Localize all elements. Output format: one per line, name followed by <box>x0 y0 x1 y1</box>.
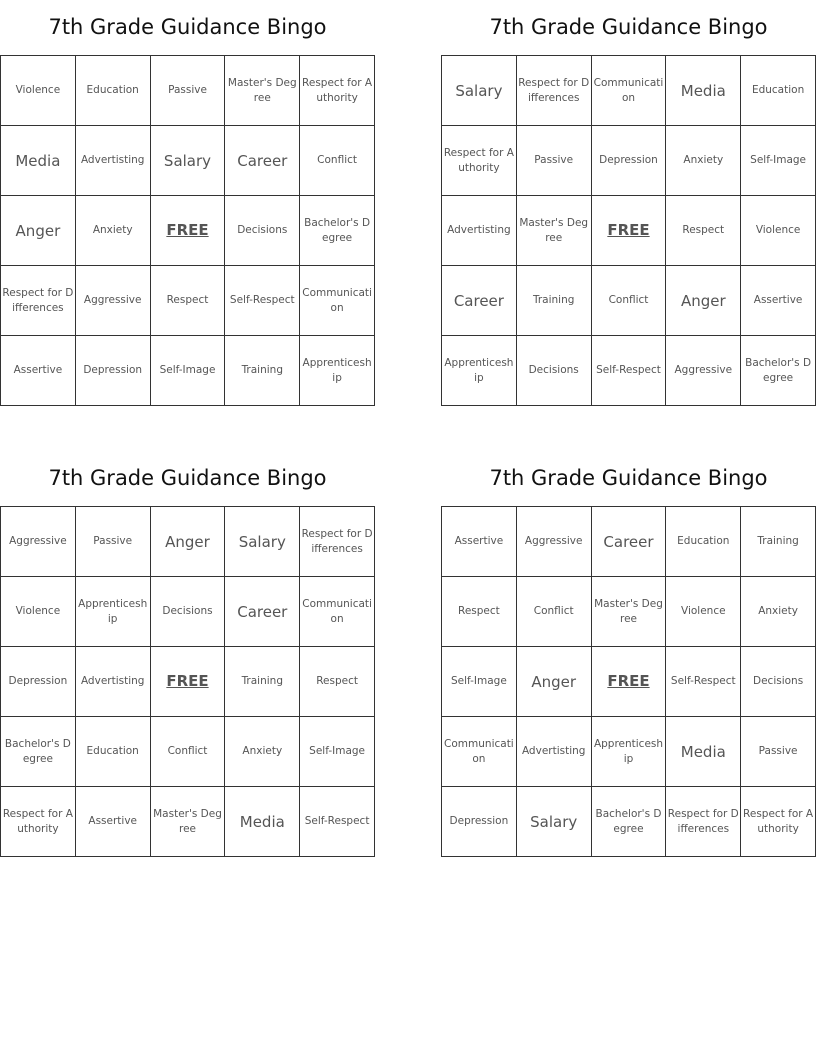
bingo-cell: Violence <box>1 56 76 126</box>
bingo-cell: Training <box>225 336 300 406</box>
bingo-cell: Education <box>75 717 150 787</box>
bingo-cell: Respect for Authority <box>1 787 76 857</box>
bingo-cell: Advertisting <box>75 126 150 196</box>
bingo-cell: Anger <box>516 647 591 717</box>
bingo-cell: Career <box>442 266 517 336</box>
free-space: FREE <box>591 647 666 717</box>
bingo-cell: Respect for Differences <box>1 266 76 336</box>
bingo-cell: Anger <box>666 266 741 336</box>
bingo-cell: Self-Respect <box>666 647 741 717</box>
bingo-cell: Communication <box>442 717 517 787</box>
bingo-row <box>1 577 375 647</box>
bingo-card <box>0 451 375 857</box>
bingo-grid <box>0 55 375 406</box>
bingo-cell: Education <box>75 56 150 126</box>
bingo-cell: Depression <box>1 647 76 717</box>
bingo-row <box>442 507 816 577</box>
bingo-cell: Bachelor's Degree <box>591 787 666 857</box>
bingo-cell: Decisions <box>150 577 225 647</box>
bingo-cell: Anxiety <box>741 577 816 647</box>
bingo-cell: Depression <box>591 126 666 196</box>
bingo-cell: Respect for Differences <box>300 507 375 577</box>
bingo-cell: Anger <box>1 196 76 266</box>
bingo-cell: Violence <box>1 577 76 647</box>
bingo-row <box>442 266 816 336</box>
bingo-row <box>1 126 375 196</box>
bingo-cell: Depression <box>75 336 150 406</box>
bingo-cell: Self-Image <box>300 717 375 787</box>
bingo-cell: Media <box>666 717 741 787</box>
bingo-cell: Decisions <box>225 196 300 266</box>
bingo-cell: Aggressive <box>1 507 76 577</box>
free-space: FREE <box>591 196 666 266</box>
card-title: 7th Grade Guidance Bingo <box>489 466 768 490</box>
bingo-grid <box>0 506 375 857</box>
bingo-cell: Salary <box>516 787 591 857</box>
bingo-cell: Salary <box>225 507 300 577</box>
bingo-cell: Passive <box>75 507 150 577</box>
bingo-cell: Anxiety <box>225 717 300 787</box>
bingo-cell: Advertisting <box>442 196 517 266</box>
bingo-cell: Master's Degree <box>516 196 591 266</box>
bingo-cell: Training <box>225 647 300 717</box>
bingo-cell: Career <box>591 507 666 577</box>
bingo-cell: Respect <box>300 647 375 717</box>
bingo-cell: Communication <box>591 56 666 126</box>
bingo-cell: Self-Image <box>442 647 517 717</box>
bingo-row <box>442 717 816 787</box>
bingo-cell: Bachelor's Degree <box>741 336 816 406</box>
bingo-cell: Anger <box>150 507 225 577</box>
bingo-row <box>1 507 375 577</box>
bingo-row <box>442 126 816 196</box>
bingo-row <box>1 196 375 266</box>
bingo-row <box>442 56 816 126</box>
bingo-cell: Respect for Authority <box>741 787 816 857</box>
bingo-cell: Conflict <box>300 126 375 196</box>
bingo-cell: Salary <box>442 56 517 126</box>
bingo-row <box>1 787 375 857</box>
bingo-cell: Respect <box>666 196 741 266</box>
bingo-cell: Depression <box>442 787 517 857</box>
bingo-cell: Aggressive <box>666 336 741 406</box>
bingo-cell: Apprenticeship <box>591 717 666 787</box>
bingo-cell: Decisions <box>741 647 816 717</box>
bingo-cell: Self-Respect <box>300 787 375 857</box>
bingo-cell: Master's Degree <box>225 56 300 126</box>
bingo-card <box>0 0 375 406</box>
bingo-cell: Media <box>666 56 741 126</box>
bingo-cell: Education <box>666 507 741 577</box>
bingo-cell: Communication <box>300 577 375 647</box>
bingo-cell: Respect <box>150 266 225 336</box>
bingo-row <box>442 196 816 266</box>
bingo-cell: Respect for Authority <box>442 126 517 196</box>
bingo-cell: Self-Respect <box>225 266 300 336</box>
bingo-cell: Conflict <box>516 577 591 647</box>
bingo-cell: Communication <box>300 266 375 336</box>
bingo-cell: Aggressive <box>75 266 150 336</box>
bingo-cell: Bachelor's Degree <box>300 196 375 266</box>
bingo-cell: Violence <box>666 577 741 647</box>
bingo-cell: Media <box>1 126 76 196</box>
bingo-grid <box>441 506 816 857</box>
card-title: 7th Grade Guidance Bingo <box>489 15 768 39</box>
card-title: 7th Grade Guidance Bingo <box>48 466 327 490</box>
bingo-cell: Advertisting <box>75 647 150 717</box>
bingo-cell: Conflict <box>150 717 225 787</box>
bingo-cell: Salary <box>150 126 225 196</box>
bingo-cell: Self-Respect <box>591 336 666 406</box>
bingo-row <box>442 787 816 857</box>
bingo-card <box>441 451 816 857</box>
free-space: FREE <box>150 647 225 717</box>
bingo-cell: Respect for Differences <box>516 56 591 126</box>
bingo-cell: Bachelor's Degree <box>1 717 76 787</box>
bingo-cell: Anxiety <box>666 126 741 196</box>
free-space: FREE <box>150 196 225 266</box>
bingo-cell: Advertisting <box>516 717 591 787</box>
bingo-cell: Passive <box>516 126 591 196</box>
bingo-cell: Respect for Authority <box>300 56 375 126</box>
bingo-cell: Anxiety <box>75 196 150 266</box>
bingo-cell: Training <box>516 266 591 336</box>
bingo-cell: Assertive <box>1 336 76 406</box>
bingo-cell: Aggressive <box>516 507 591 577</box>
bingo-cell: Respect for Differences <box>666 787 741 857</box>
bingo-cell: Apprenticeship <box>442 336 517 406</box>
bingo-row <box>442 577 816 647</box>
bingo-row <box>1 717 375 787</box>
bingo-cell: Apprenticeship <box>300 336 375 406</box>
bingo-cell: Career <box>225 577 300 647</box>
bingo-cell: Apprenticeship <box>75 577 150 647</box>
bingo-cell: Assertive <box>75 787 150 857</box>
bingo-cell: Assertive <box>442 507 517 577</box>
bingo-cell: Master's Degree <box>591 577 666 647</box>
bingo-row <box>1 56 375 126</box>
bingo-cell: Media <box>225 787 300 857</box>
bingo-cell: Conflict <box>591 266 666 336</box>
bingo-cell: Passive <box>741 717 816 787</box>
bingo-row <box>442 647 816 717</box>
bingo-row <box>1 266 375 336</box>
bingo-card <box>441 0 816 406</box>
bingo-cell: Self-Image <box>741 126 816 196</box>
bingo-row <box>442 336 816 406</box>
bingo-cell: Respect <box>442 577 517 647</box>
bingo-cell: Education <box>741 56 816 126</box>
bingo-cell: Passive <box>150 56 225 126</box>
bingo-grid <box>441 55 816 406</box>
bingo-cell: Master's Degree <box>150 787 225 857</box>
card-title: 7th Grade Guidance Bingo <box>48 15 327 39</box>
bingo-cell: Violence <box>741 196 816 266</box>
bingo-cell: Career <box>225 126 300 196</box>
bingo-row <box>1 647 375 717</box>
bingo-cell: Self-Image <box>150 336 225 406</box>
bingo-cell: Training <box>741 507 816 577</box>
bingo-cell: Decisions <box>516 336 591 406</box>
bingo-cell: Assertive <box>741 266 816 336</box>
bingo-row <box>1 336 375 406</box>
